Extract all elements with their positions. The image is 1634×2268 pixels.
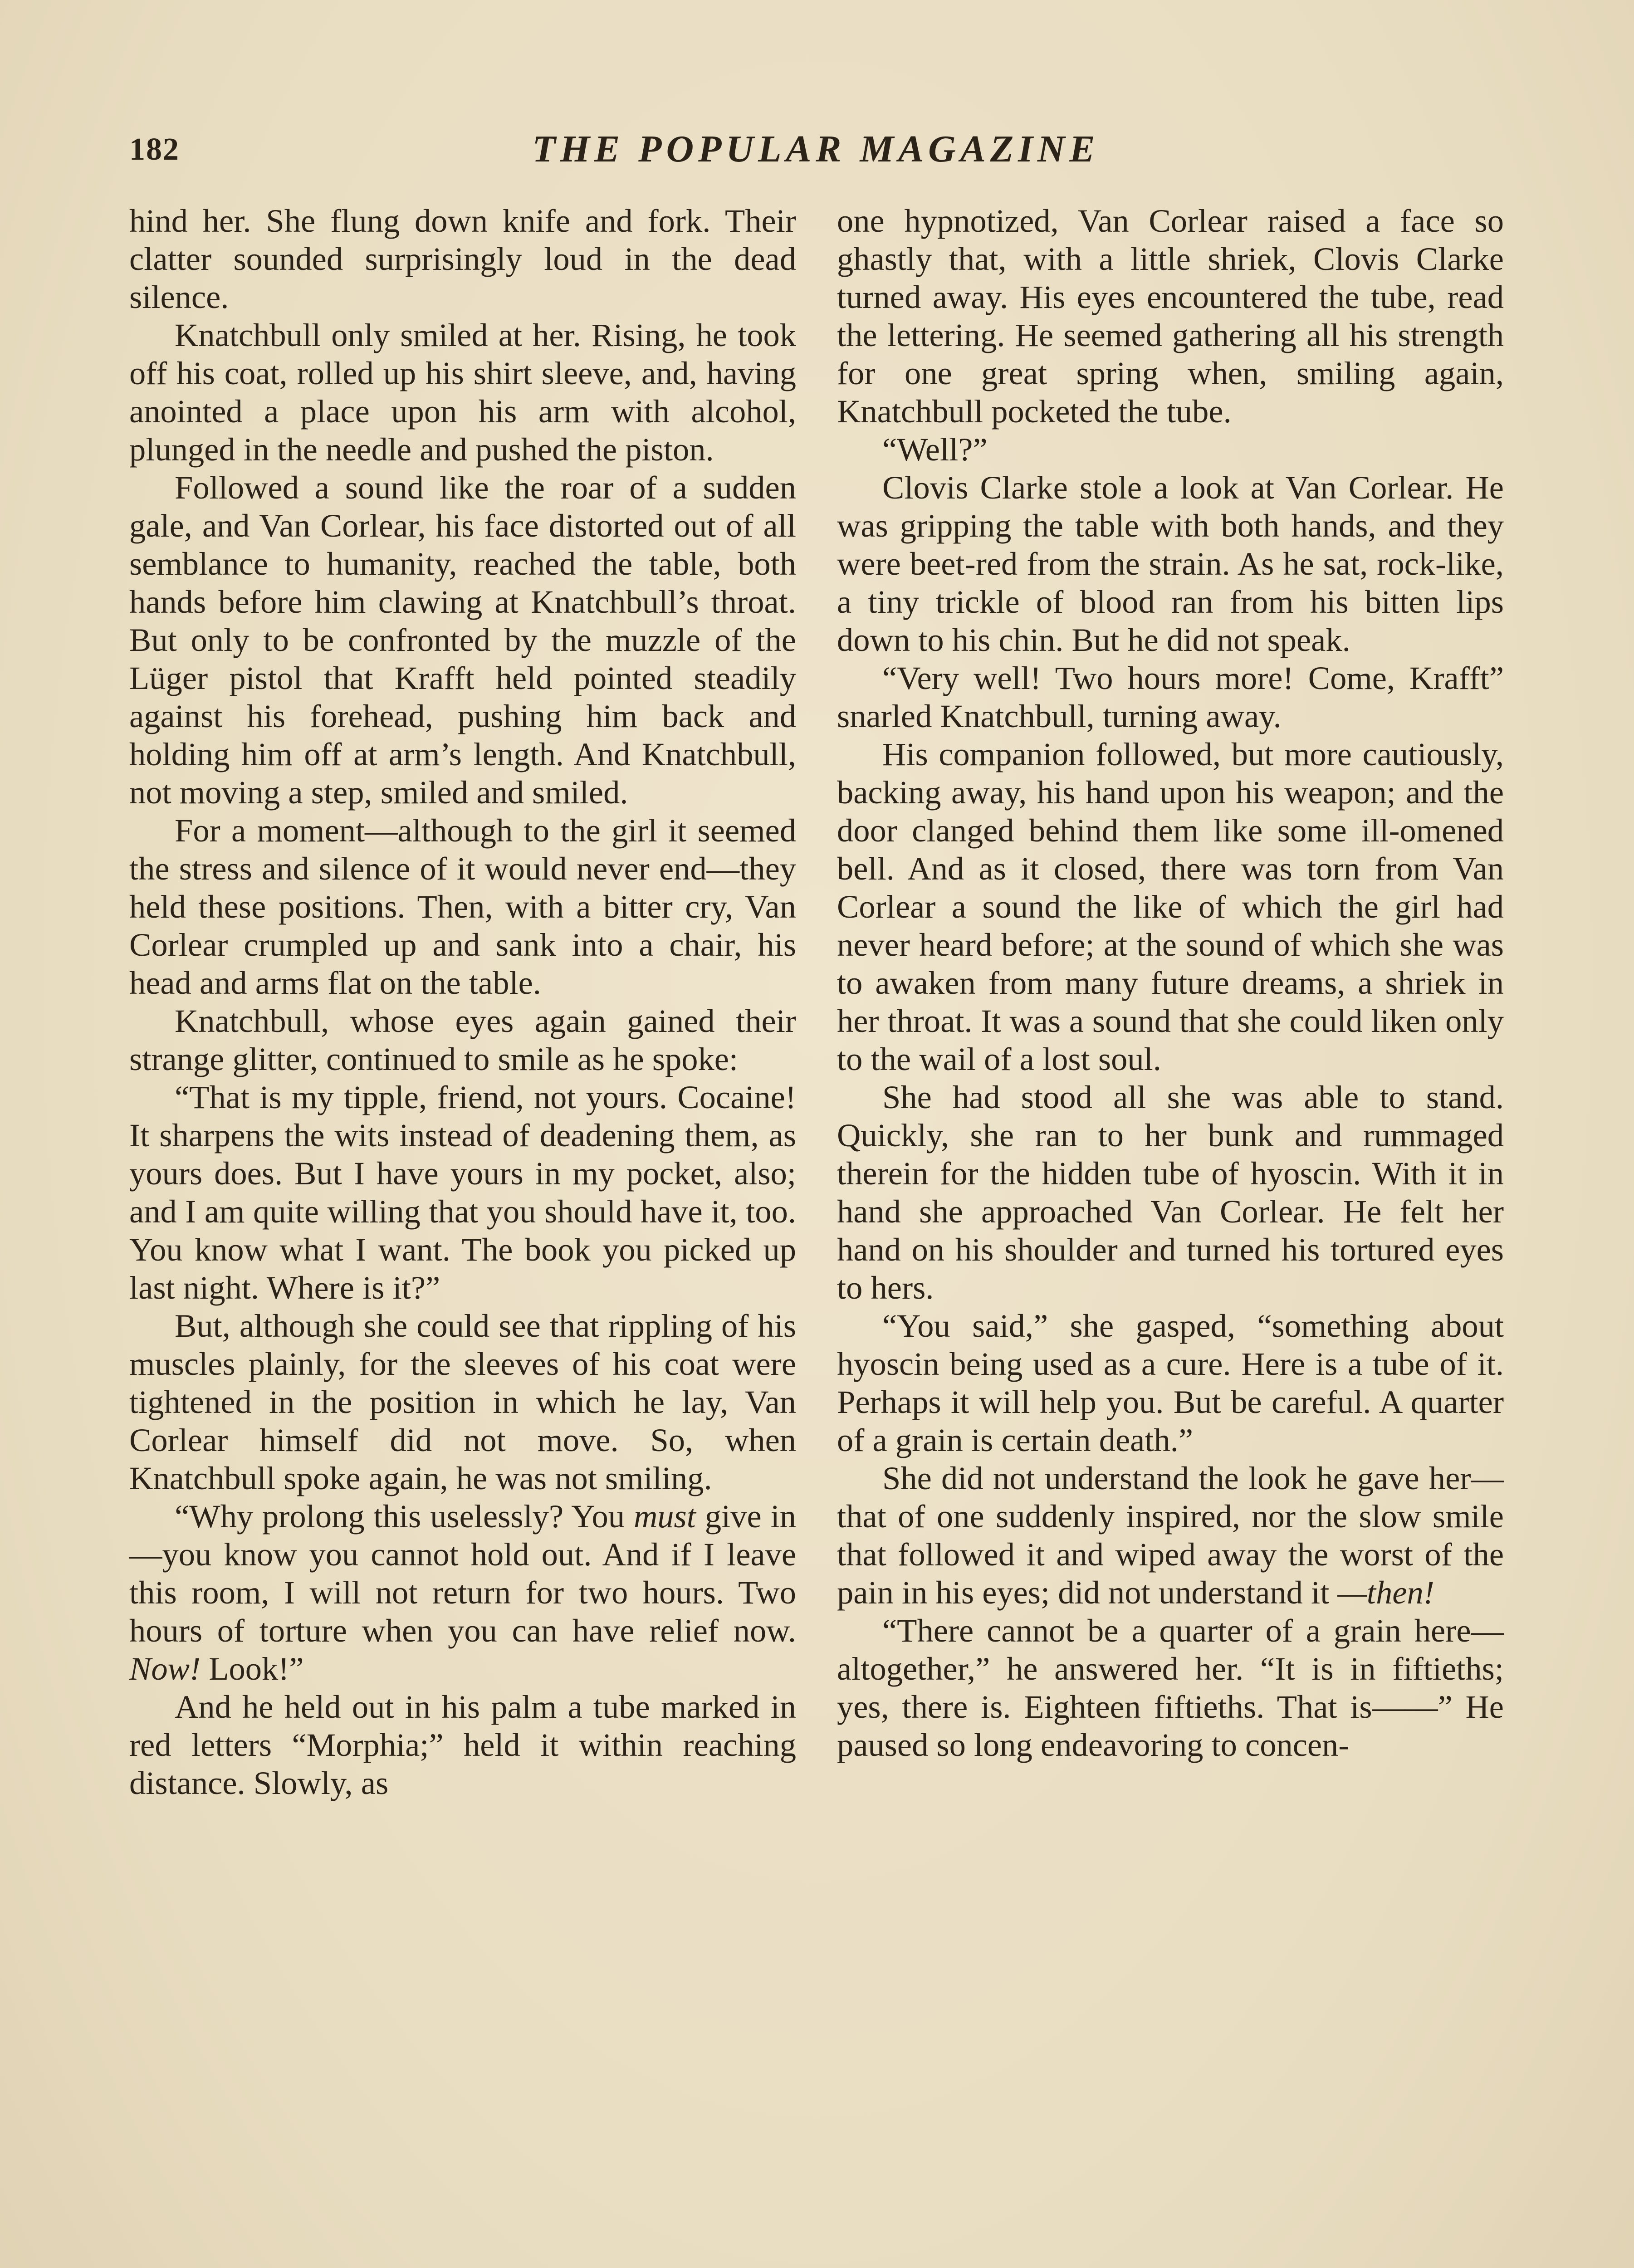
paragraph: Knatchbull only smiled at her. Rising, he took off his coat, rolled up his shirt sleeve, and, having anointed a place upon his arm with alcohol, plunged in the needle and pushed the piston. <box>129 317 796 468</box>
italic-text: Now! <box>129 1650 201 1687</box>
right-text-column <box>837 202 1504 1764</box>
paragraph: “That is my tipple, friend, not yours. Cocaine! It sharpens the wits instead of deadening them, as yours does. But I have yours in my pocket, also; and I am quite willing that you should have it, too. You know what I want. The book you picked up last night. Where is it?” <box>129 1079 796 1306</box>
paragraph: Followed a sound like the roar of a sudden gale, and Van Corlear, his face distorted out of all semblance to humanity, reached the table, both hands before him clawing at Knatchbull’s throat. But only to be confronted by the muzzle of the Lüger pistol that Krafft held pointed steadily against his forehead, pushing him back and holding him off at arm’s length. And Knatchbull, not moving a step, smiled and smiled. <box>129 469 796 811</box>
left-text-column <box>129 202 796 1802</box>
page-number: 182 <box>129 132 180 167</box>
text-span: “Why prolong this uselessly? You <box>175 1498 634 1535</box>
paragraph: one hypnotized, Van Corlear raised a face so ghastly that, with a little shriek, Clovis Clarke turned away. His eyes encountered the tube, read the lettering. He seemed gathering all his strength for one great spring when, smiling again, Knatchbull pocketed the tube. <box>837 202 1504 430</box>
paragraph: “There cannot be a quarter of a grain here—altogether,” he answered her. “It is in fiftieths; yes, there is. Eighteen fiftieths. That is——” He paused so long endeavoring to concen- <box>837 1612 1504 1763</box>
paragraph: But, although she could see that rippling of his muscles plainly, for the sleeves of his coat were tightened in the position in which he lay, Van Corlear himself did not move. So, when Knatchbull spoke again, he was not smiling. <box>129 1307 796 1496</box>
paragraph: “Well?” <box>882 431 988 468</box>
paragraph: Clovis Clarke stole a look at Van Corlear. He was gripping the table with both hands, and they were beet-red from the strain. As he sat, rock-like, a tiny trickle of blood ran from his bitten lips down to his chin. But he did not speak. <box>837 469 1504 658</box>
magazine-title: THE POPULAR MAGAZINE <box>532 128 1100 170</box>
paragraph <box>837 1459 1504 1612</box>
paragraph: “Very well! Two hours more! Come, Krafft” snarled Knatchbull, turning away. <box>837 660 1504 734</box>
italic-text: must <box>633 1498 696 1535</box>
paragraph: His companion followed, but more cautiously, backing away, his hand upon his weapon; and the door clanged behind them like some ill-omened bell. And as it closed, there was torn from Van Corlear a sound the like of which the girl had never heard before; at the sound of which she was to awaken from many future dreams, a shriek in her throat. It was a sound that she could liken only to the wail of a lost soul. <box>837 736 1504 1077</box>
paragraph: hind her. She flung down knife and fork. Their clatter sounded surprisingly loud in the dead silence. <box>129 202 796 315</box>
page-header <box>129 122 1502 172</box>
text-span: She did not understand the look he gave her—that of one suddenly inspired, nor the slow smile that followed it and wiped away the worst of the pain in his eyes; did not understand it <box>837 1460 1504 1611</box>
paragraph: She had stood all she was able to stand. Quickly, she ran to her bunk and rummaged therein for the hidden tube of hyoscin. With it in hand she approached Van Corlear. He felt her hand on his shoulder and turned his tortured eyes to hers. <box>837 1079 1504 1306</box>
paragraph: For a moment—although to the girl it seemed the stress and silence of it would never end—they held these positions. Then, with a bitter cry, Van Corlear crumpled up and sank into a chair, his head and arms flat on the table. <box>129 812 796 1001</box>
paragraph <box>129 1497 796 1688</box>
text-span: give in—you know you cannot hold out. And if I leave this room, I will not return for two hours. Two hours of torture when you can have relief now. <box>129 1498 796 1649</box>
paragraph: Knatchbull, whose eyes again gained their strange glitter, continued to smile as he spoke: <box>129 1002 796 1077</box>
paragraph: “You said,” she gasped, “something about hyoscin being used as a cure. Here is a tube of it. Perhaps it will help you. But be careful. A quarter of a grain is certain death.” <box>837 1307 1504 1458</box>
paragraph: And he held out in his palm a tube marked in red letters “Morphia;” held it within reaching distance. Slowly, as <box>129 1688 796 1801</box>
italic-text: —then! <box>1337 1574 1434 1611</box>
text-span: Look!” <box>201 1650 304 1687</box>
